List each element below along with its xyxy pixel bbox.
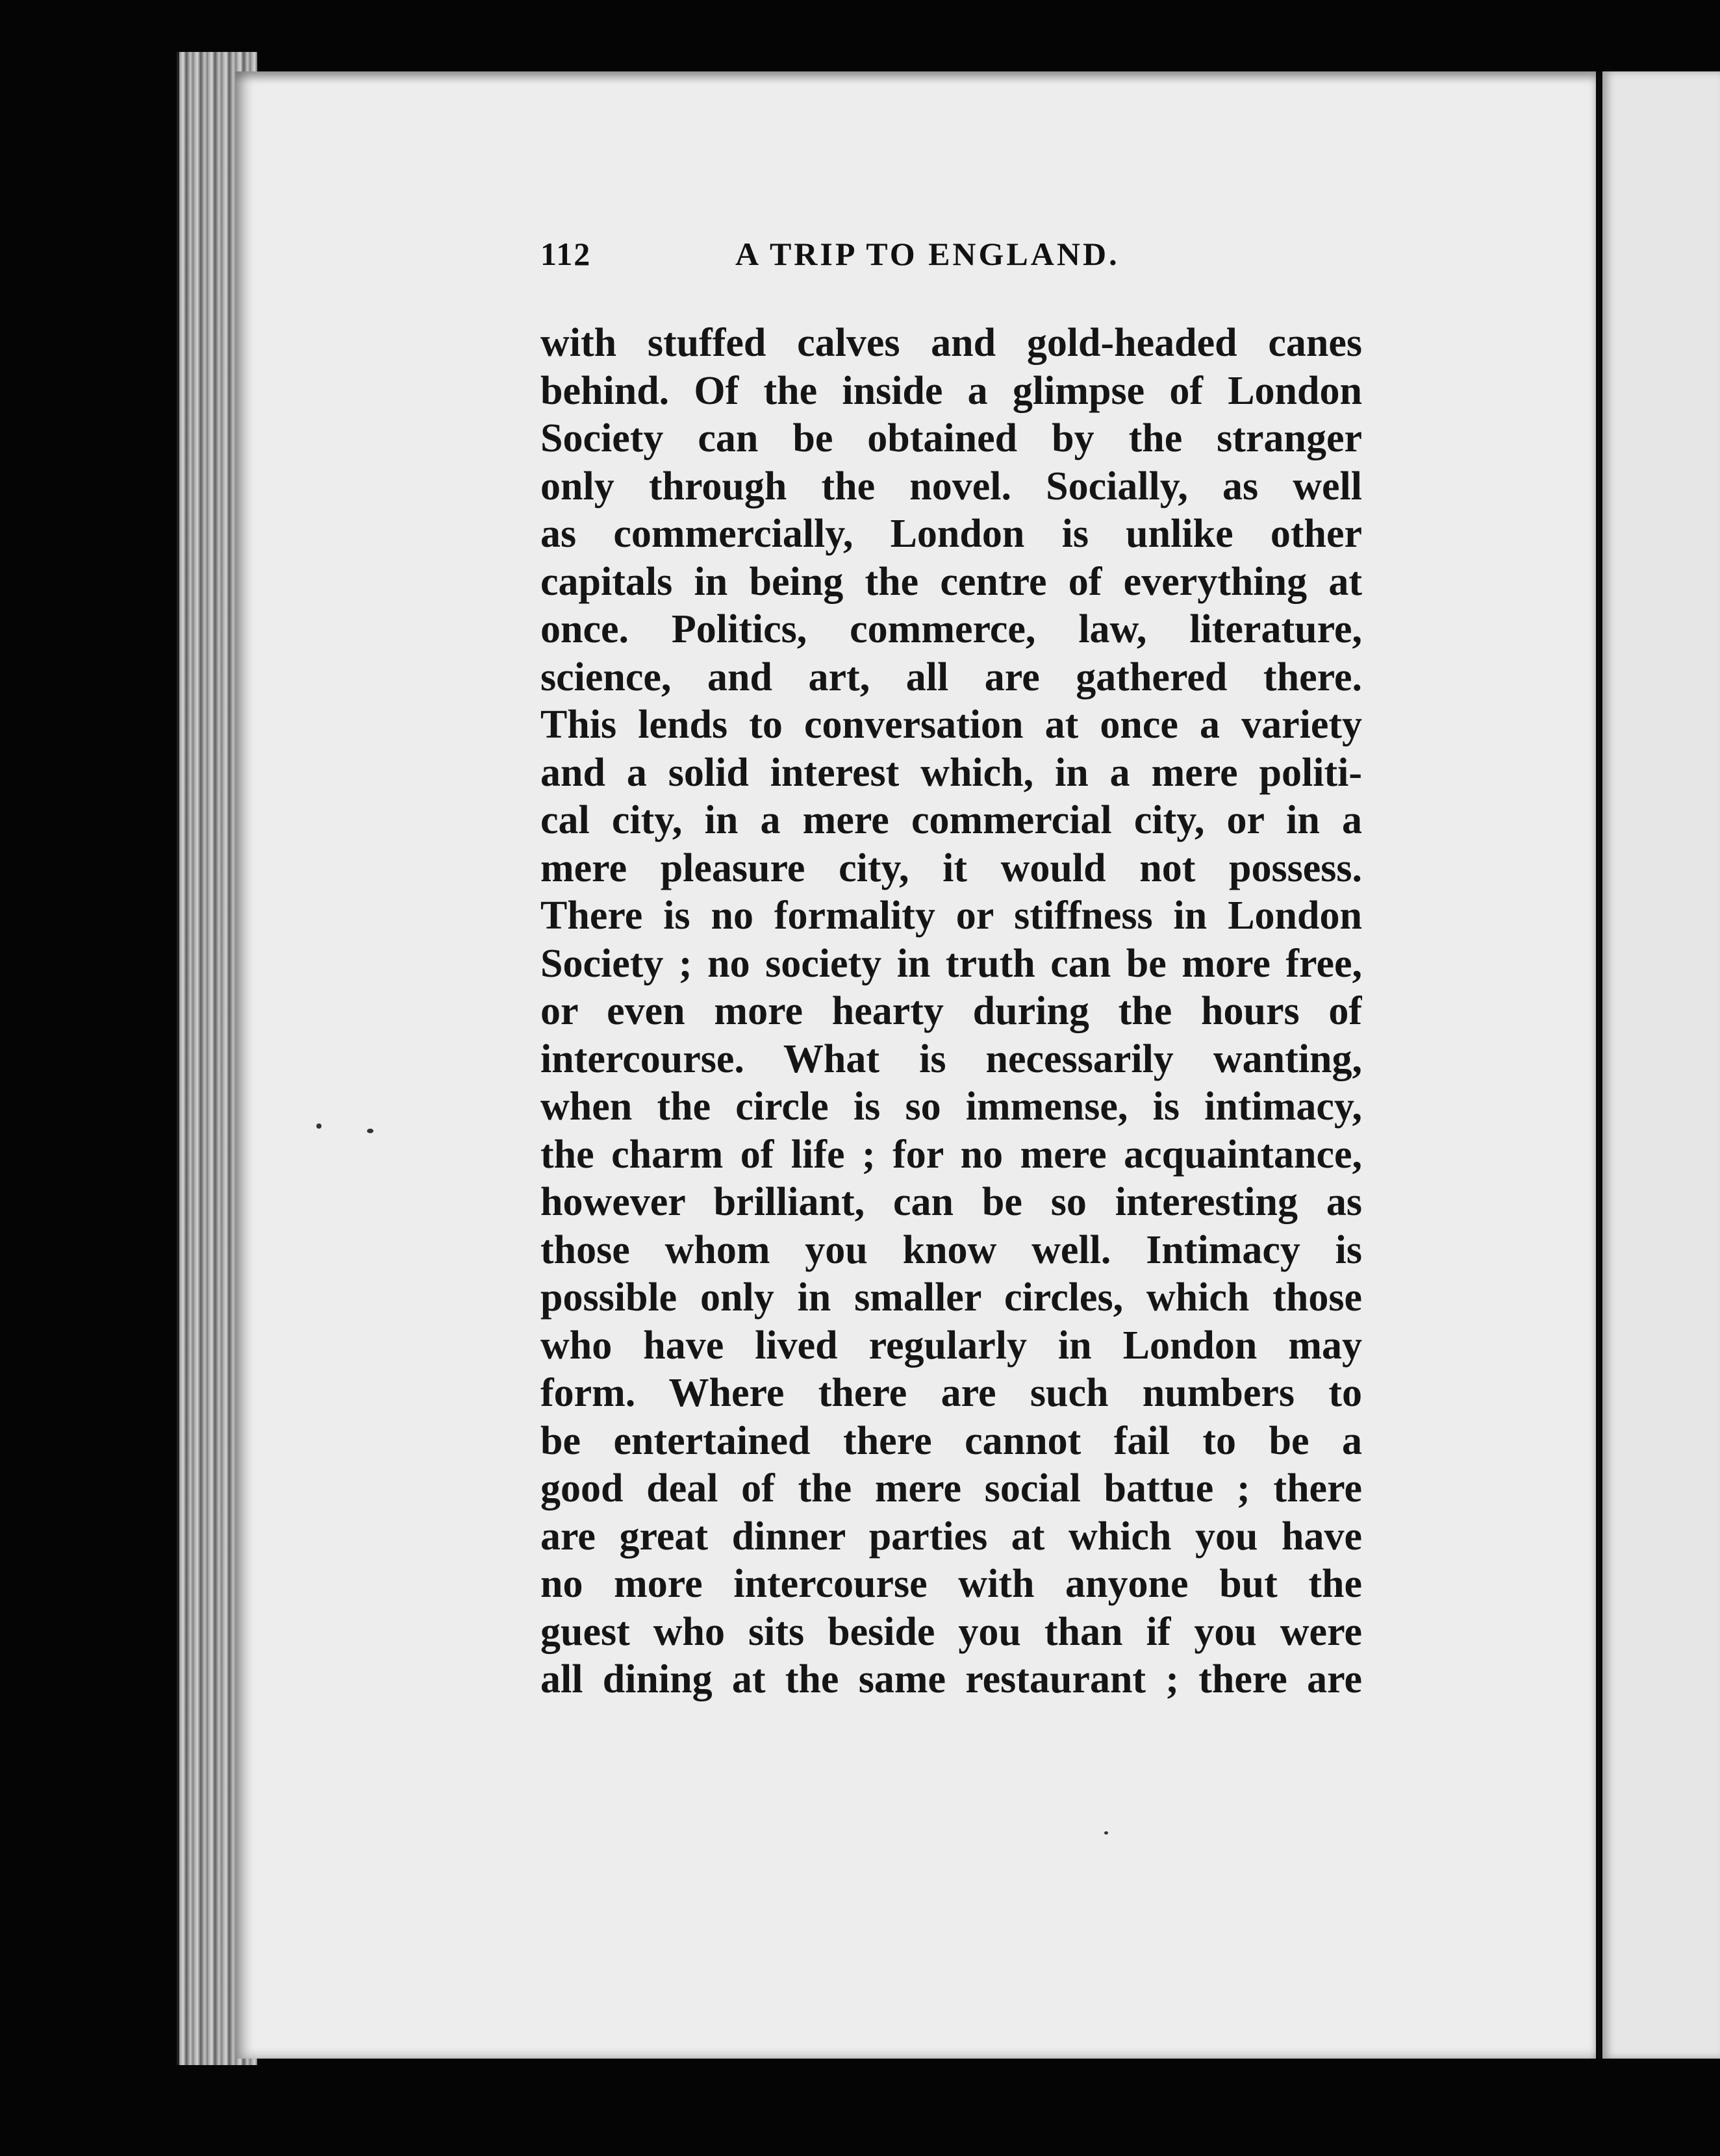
scan-speck xyxy=(1104,1831,1108,1835)
running-title: A TRIP TO ENGLAND. xyxy=(735,236,1120,272)
text-line: who have lived regularly in London may xyxy=(540,1323,1362,1368)
text-line: There is no formality or stiffness in London xyxy=(540,894,1362,938)
book-gutter xyxy=(1596,71,1602,2059)
text-line: behind. Of the inside a glimpse of London xyxy=(540,368,1362,413)
text-line: science, and art, all are gathered there. xyxy=(540,655,1362,699)
running-header xyxy=(540,235,1362,287)
text-line: are great dinner parties at which you have xyxy=(540,1514,1362,1559)
text-line: possible only in smaller circles, which those xyxy=(540,1275,1362,1320)
text-line: good deal of the mere social battue ; there xyxy=(540,1466,1362,1510)
text-line: only through the novel. Socially, as well xyxy=(540,464,1362,508)
text-line: cal city, in a mere commercial city, or in a xyxy=(540,798,1362,842)
body-text xyxy=(540,320,1362,1704)
text-line: the charm of life ; for no mere acquaintance, xyxy=(540,1132,1362,1177)
text-line: be entertained there cannot fail to be a xyxy=(540,1418,1362,1463)
page-number: 112 xyxy=(540,236,592,272)
text-line: with stuffed calves and gold-headed canes xyxy=(540,321,1362,365)
text-line: when the circle is so immense, is intimacy, xyxy=(540,1084,1362,1129)
text-line: as commercially, London is unlike other xyxy=(540,512,1362,556)
text-line: once. Politics, commerce, law, literature, xyxy=(540,607,1362,651)
text-line: Society can be obtained by the stranger xyxy=(540,416,1362,460)
text-line: intercourse. What is necessarily wanting, xyxy=(540,1036,1362,1081)
scan-speck xyxy=(367,1129,373,1133)
text-line: guest who sits beside you than if you were xyxy=(540,1609,1362,1654)
text-line: all dining at the same restaurant ; there are xyxy=(540,1657,1362,1701)
text-line: capitals in being the centre of everything at xyxy=(540,559,1362,604)
text-line: no more intercourse with anyone but the xyxy=(540,1562,1362,1606)
text-line: mere pleasure city, it would not possess. xyxy=(540,846,1362,890)
text-line: or even more hearty during the hours of xyxy=(540,989,1362,1033)
right-page-edge xyxy=(1602,71,1720,2059)
text-line: those whom you know well. Intimacy is xyxy=(540,1227,1362,1272)
text-line: Society ; no society in truth can be more free, xyxy=(540,941,1362,986)
text-line: however brilliant, can be so interesting as xyxy=(540,1180,1362,1224)
scan-speck xyxy=(316,1123,322,1129)
text-line: This lends to conversation at once a variety xyxy=(540,703,1362,747)
text-line: form. Where there are such numbers to xyxy=(540,1371,1362,1415)
text-line: and a solid interest which, in a mere politi- xyxy=(540,750,1362,795)
